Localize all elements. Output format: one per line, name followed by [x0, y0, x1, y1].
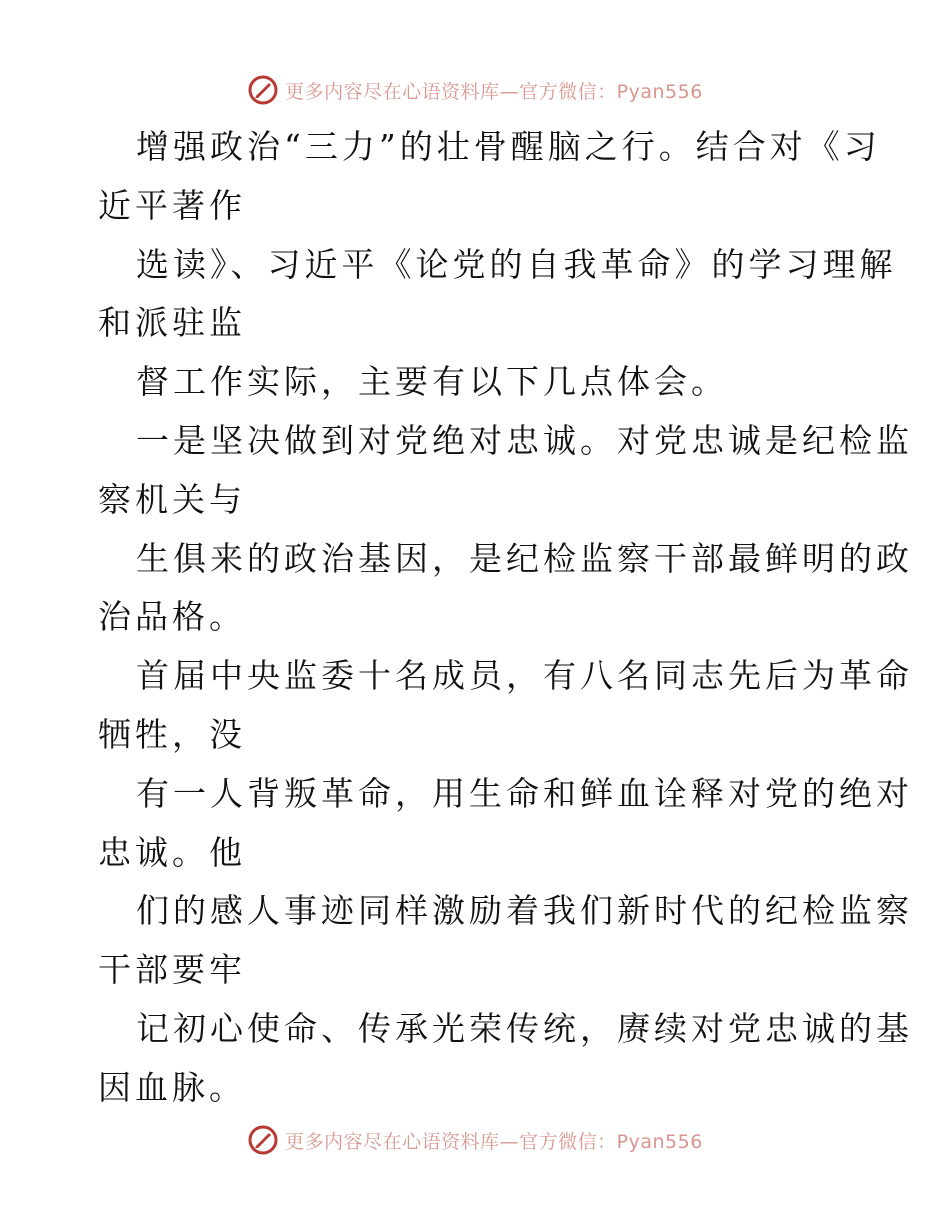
text-line: 增强政治“三力”的壮骨醒脑之行。结合对《习: [136, 127, 881, 166]
text-line: 选读》、习近平《论党的自我革命》的学习理解: [136, 244, 897, 284]
text-line: 首届中央监委十名成员，有八名同志先后为革命: [136, 656, 913, 696]
text-line: 记初心使命、传承光荣传统，赓续对党忠诚的基: [136, 1008, 913, 1048]
text-line: 有一人背叛革命，用生命和鲜血诠释对党的绝对: [136, 773, 913, 813]
text-line: 牺牲，没: [98, 714, 246, 754]
text-line: 一是坚决做到对党绝对忠诚。对党忠诚是纪检监: [136, 420, 913, 460]
pen-seal-icon: [247, 74, 279, 106]
document-body: [98, 118, 913, 1118]
footer-text: 更多内容尽在心语资料库—官方微信：Pyan556: [285, 1130, 703, 1153]
text-line: 们的感人事迹同样激励着我们新时代的纪检监察: [136, 891, 913, 931]
header-text: 更多内容尽在心语资料库—官方微信：Pyan556: [285, 80, 703, 103]
text-line: 因血脉。: [98, 1067, 246, 1107]
header-banner: [0, 70, 950, 110]
text-line: 察机关与: [98, 479, 246, 519]
footer-banner: [0, 1120, 950, 1160]
text-line: 近平著作: [98, 185, 246, 225]
text-line: 督工作实际，主要有以下几点体会。: [136, 362, 728, 402]
text-line: 生俱来的政治基因，是纪检监察干部最鲜明的政: [136, 538, 913, 578]
text-line: 忠诚。他: [98, 832, 246, 872]
text-line: 治品格。: [98, 597, 246, 637]
text-line: 干部要牢: [98, 950, 246, 990]
pen-seal-icon: [247, 1124, 279, 1156]
text-line: 和派驻监: [98, 303, 246, 343]
